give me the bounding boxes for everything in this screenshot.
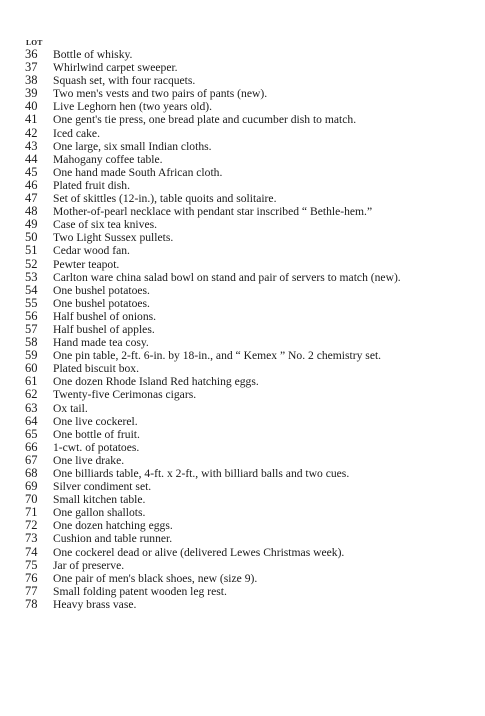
lot-number: 42	[25, 125, 38, 140]
lot-description: One billiards table, 4-ft. x 2-ft., with billiard balls and two cues.	[53, 467, 350, 480]
lot-number: 78	[25, 596, 38, 611]
lot-item	[25, 532, 475, 545]
lot-number: 46	[25, 177, 38, 192]
lot-item	[25, 74, 475, 87]
lot-number: 61	[25, 374, 38, 389]
lot-number: 48	[25, 204, 38, 219]
lot-item	[25, 140, 475, 153]
lot-number: 50	[25, 230, 38, 245]
lot-description: One pin table, 2-ft. 6-in. by 18-in., and “ Kemex ” No. 2 chemistry set.	[53, 349, 382, 363]
lot-description: One bushel potatoes.	[53, 283, 150, 297]
lot-item	[25, 362, 475, 375]
lot-item	[25, 100, 475, 113]
lot-number: 62	[25, 387, 38, 402]
lot-item	[25, 572, 475, 585]
lot-description: Half bushel of onions.	[53, 309, 157, 323]
lot-number: 39	[25, 86, 38, 101]
lot-item	[25, 428, 475, 441]
lot-item	[25, 284, 475, 297]
lot-description: Heavy brass vase.	[53, 597, 137, 611]
lot-description: Case of six tea knives.	[53, 218, 157, 232]
lot-description: Whirlwind carpet sweeper.	[53, 61, 178, 75]
lot-description: Carlton ware china salad bowl on stand and pair of servers to match (new).	[53, 270, 401, 284]
lot-item	[25, 113, 475, 126]
lot-number: 76	[25, 570, 38, 585]
lot-number: 72	[25, 518, 38, 533]
lot-item	[25, 519, 475, 532]
lot-description: One gallon shallots.	[53, 506, 146, 520]
lot-number: 68	[25, 466, 38, 480]
lot-number: 36	[25, 47, 38, 61]
lot-item	[25, 375, 475, 388]
lot-item	[25, 454, 475, 467]
lot-description: Cushion and table runner.	[53, 532, 173, 546]
lot-item	[25, 153, 475, 166]
lot-item	[25, 179, 475, 192]
lot-item	[25, 441, 475, 454]
lot-number: 64	[25, 413, 38, 428]
lot-description: Silver condiment set.	[53, 480, 152, 494]
lot-item	[25, 388, 475, 401]
lot-item	[25, 258, 475, 271]
lot-number: 52	[25, 256, 38, 271]
lot-number: 65	[25, 426, 38, 441]
lot-number: 69	[25, 479, 38, 494]
lot-number: 47	[25, 191, 38, 206]
lot-description: One live drake.	[53, 453, 125, 467]
lot-list	[25, 48, 475, 611]
lot-description: Bottle of whisky.	[53, 48, 133, 61]
lot-item	[25, 192, 475, 205]
lot-item	[25, 546, 475, 559]
lot-item	[25, 323, 475, 336]
lot-number: 59	[25, 348, 38, 363]
lot-description: One live cockerel.	[53, 414, 138, 428]
lot-item	[25, 480, 475, 493]
lot-number: 40	[25, 99, 38, 114]
lot-description: One large, six small Indian cloths.	[53, 139, 212, 153]
lot-item	[25, 585, 475, 598]
lot-description: One dozen hatching eggs.	[53, 519, 173, 533]
lot-description: One gent's tie press, one bread plate and cucumber dish to match.	[53, 113, 357, 127]
lot-description: Hand made tea cosy.	[53, 336, 149, 350]
lot-item	[25, 218, 475, 231]
lot-item	[25, 166, 475, 179]
lot-number: 67	[25, 452, 38, 467]
lot-description: Iced cake.	[53, 126, 100, 140]
lot-description: Plated fruit dish.	[53, 178, 130, 192]
lot-item	[25, 598, 475, 611]
lot-number: 38	[25, 73, 38, 88]
lot-description: Cedar wood fan.	[53, 244, 130, 258]
lot-number: 70	[25, 492, 38, 507]
lot-number: 37	[25, 60, 38, 75]
lot-description: Pewter teapot.	[53, 257, 120, 271]
lot-number: 49	[25, 217, 38, 232]
lot-description: One pair of men's black shoes, new (size 9).	[53, 571, 258, 585]
lot-number: 73	[25, 531, 38, 546]
lot-item	[25, 87, 475, 100]
lot-description: Squash set, with four racquets.	[53, 74, 196, 88]
lot-number: 44	[25, 151, 38, 166]
lot-description: Small kitchen table.	[53, 493, 146, 507]
lot-number: 57	[25, 321, 38, 336]
lot-description: 1-cwt. of potatoes.	[53, 440, 140, 454]
lot-number: 71	[25, 505, 38, 520]
lot-number: 54	[25, 282, 38, 297]
lot-number: 66	[25, 439, 38, 454]
lot-item	[25, 559, 475, 572]
lot-description: Mahogany coffee table.	[53, 152, 163, 166]
lot-description: One bottle of fruit.	[53, 427, 140, 441]
lot-number: 58	[25, 335, 38, 350]
lot-description: Two Light Sussex pullets.	[53, 231, 174, 245]
lot-item	[25, 467, 475, 480]
lot-item	[25, 493, 475, 506]
lot-item	[25, 402, 475, 415]
lot-description: Mother-of-pearl necklace with pendant star inscribed “ Bethle-hem.”	[53, 205, 373, 219]
lot-item	[25, 48, 475, 61]
lot-description: Plated biscuit box.	[53, 362, 139, 376]
lot-number: 53	[25, 269, 38, 284]
lot-item	[25, 271, 475, 284]
lot-item	[25, 336, 475, 349]
lot-item	[25, 310, 475, 323]
lot-description: One cockerel dead or alive (delivered Lewes Christmas week).	[53, 545, 345, 559]
lot-number: 41	[25, 112, 38, 127]
lot-list-page	[25, 38, 475, 611]
lot-number: 74	[25, 544, 38, 559]
lot-item	[25, 244, 475, 257]
lot-number: 75	[25, 557, 38, 572]
lot-description: One dozen Rhode Island Red hatching eggs.	[53, 375, 259, 389]
lot-item	[25, 349, 475, 362]
lot-number: 60	[25, 361, 38, 376]
lot-number: 51	[25, 243, 38, 258]
lot-description: Live Leghorn hen (two years old).	[53, 100, 213, 114]
lot-header: LOT	[26, 38, 43, 47]
lot-description: Half bushel of apples.	[53, 322, 155, 336]
lot-item	[25, 61, 475, 74]
lot-item	[25, 415, 475, 428]
lot-description: Jar of preserve.	[53, 558, 125, 572]
lot-description: Ox tail.	[53, 401, 88, 415]
lot-description: Twenty-five Cerimonas cigars.	[53, 388, 197, 402]
lot-number: 56	[25, 308, 38, 323]
lot-description: Two men's vests and two pairs of pants (new).	[53, 87, 268, 101]
lot-number: 43	[25, 138, 38, 153]
lot-item	[25, 231, 475, 244]
lot-item	[25, 297, 475, 310]
lot-item	[25, 205, 475, 218]
lot-description: One hand made South African cloth.	[53, 165, 223, 179]
lot-number: 77	[25, 583, 38, 598]
lot-item	[25, 127, 475, 140]
lot-description: Small folding patent wooden leg rest.	[53, 584, 227, 598]
lot-number: 45	[25, 164, 38, 179]
lot-item	[25, 506, 475, 519]
lot-number: 55	[25, 295, 38, 310]
lot-number: 63	[25, 400, 38, 415]
lot-description: Set of skittles (12-in.), table quoits and solitaire.	[53, 192, 277, 206]
lot-description: One bushel potatoes.	[53, 296, 150, 310]
